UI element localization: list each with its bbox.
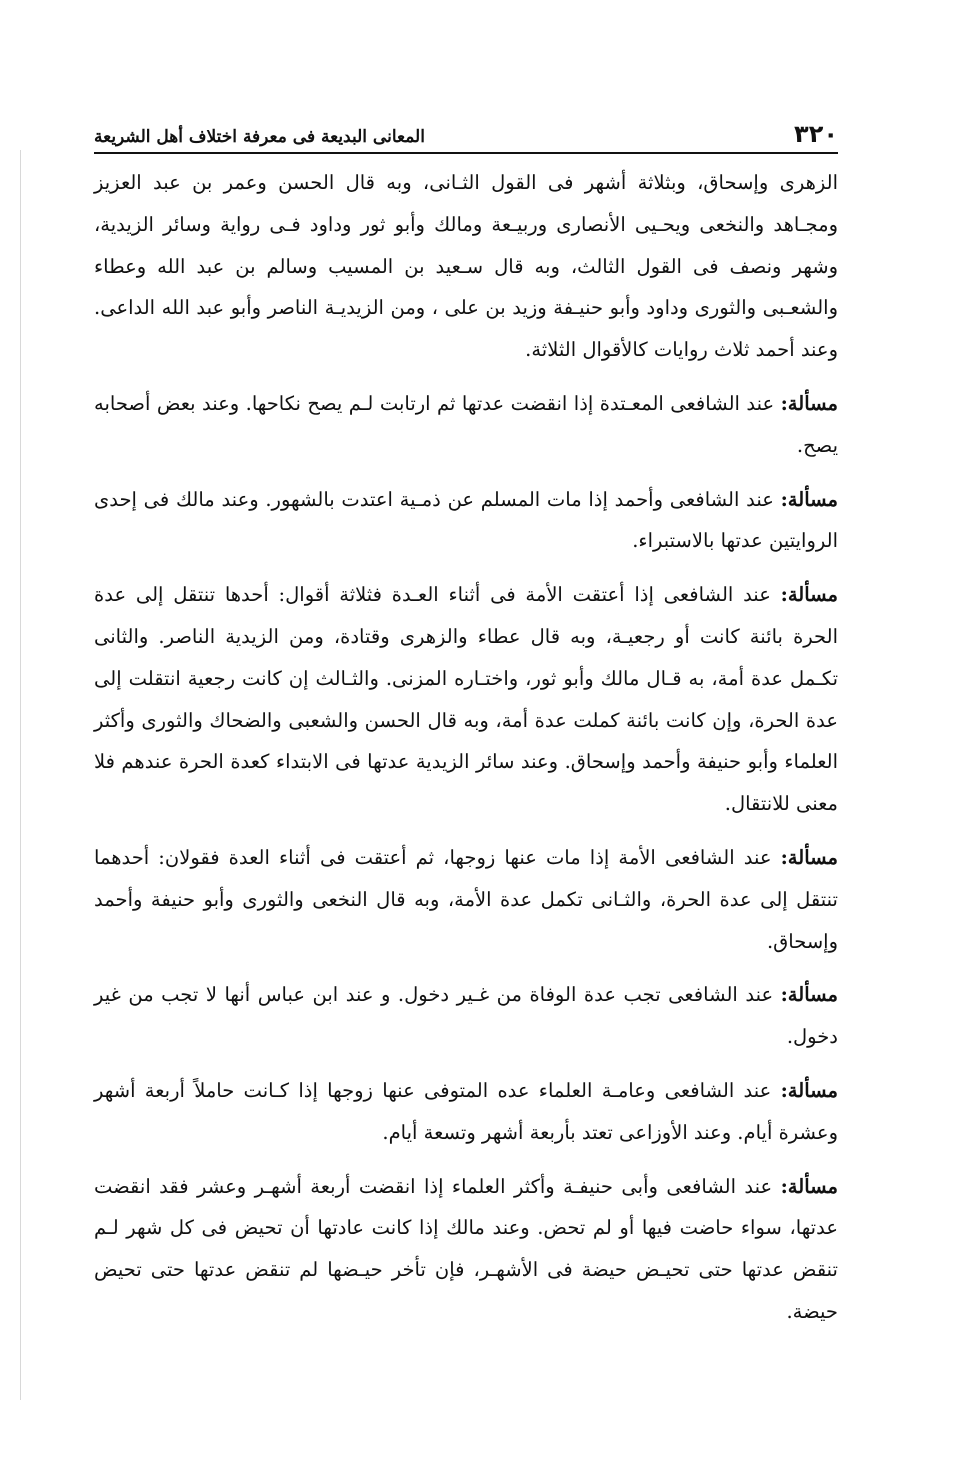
- paragraph-text: عند الشافعى تجب عدة الوفاة من غـير دخول. و عند ابن عباس أنها لا تجب من غير دخول.: [94, 983, 838, 1049]
- paragraph-text: عند الشافعى وأحمد إذا مات المسلم عن ذمـية اعتدت بالشهور. وعند مالك فى إحدى الروايتين عدتها بالاستبراء.: [94, 487, 838, 553]
- masala-paragraph: [94, 574, 838, 825]
- paragraph-text: عند الشافعى الأمة إذا مات عنها زوجها، ثم أعتقت فى أثناء العدة فقولان: أحدهما تنتقل إلى عدة الحرة، والثـانى تكمل عدة الأمة، وبه قال النخعى والثورى وأبو حنيفة وأحمد وإسحاق.: [94, 845, 838, 953]
- paragraph-text: عند الشافعى وعامـة العلماء عده المتوفى عنها زوجها إذا كـانت حاملاً أربعة أشهر وعشرة أيام. وعند الأوزاعى تعتد بأربعة أشهر وتسعة أيام.: [94, 1078, 838, 1144]
- paragraph-text: الزهرى وإسحاق، وبثلاثة أشهر فى القول الثـانى، وبه قال الحسن وعمر بن عبد العزيز ومجـاهد والنخعى ويحـيى الأنصارى وربيـعة ومالك وأبو ثور وداود فـى رواية وسائر الزيدية، وشهر ونصف فى القول الثالث، وبه قال سـعيد بن المسيب وسالم بن عبد الله وعطاء والشعـبى والثورى وداود وأبو حنيـفة وزيد بن على ، ومن الزيديـة الناصر وأبو عبد الله الداعى. وعند أحمد ثلاث روايات كالأقوال الثلاثة.: [94, 171, 838, 362]
- masala-label: مسألة:: [780, 845, 838, 869]
- masala-label: مسألة:: [780, 487, 838, 511]
- page-body: [94, 162, 838, 1345]
- masala-paragraph: [94, 837, 838, 962]
- paragraph-continuation: [94, 162, 838, 371]
- paragraph-text: عند الشافعى وأبى حنيفـة وأكثر العلماء إذا انقضت أربعة أشهـر وعشر فقد انقضت عدتها، سواء حاضت فيها أو لم تحض. وعند مالك إذا كانت عادتها أن تحيض فى كل شهر لـم تنقض عدتها حتى تحيـض حيضة فى الأشهـر، فإن تأخر حيـضها لم تنقض عدتها حتى تحيض حيضة.: [94, 1174, 838, 1323]
- masala-label: مسألة:: [780, 1174, 838, 1198]
- masala-paragraph: [94, 1166, 838, 1333]
- running-title: المعانى البديعة فى معرفة اختلاف أهل الشريعة: [94, 127, 425, 147]
- page-header: [94, 112, 838, 154]
- paragraph-text: عند الشافعى إذا أعتقت الأمة فى أثناء العـدة فثلاثة أقوال: أحدها تنتقل إلى عدة الحرة بائنة كانت أو رجعيـة، وبه قال عطاء والزهرى وقتادة، ومن الزيدية الناصر. والثانى تكـمل عدة أمة، به قـال مالك وأبو ثور، واختـاره المزنى. والثـالث إن كانت رجعية انتقلت إلى عدة الحرة، وإن كانت بائنة كملت عدة أمة، وبه قال الحسن والشعبى والضحاك والثورى وأكثر العلماء وأبو حنيفة وأحمد وإسحاق. وعند سائر الزيدية عدتها فى الابتداء كعدة الحرة عندهم فلا معنى للانتقال.: [94, 583, 838, 816]
- page-number: ٣٢٠: [794, 120, 838, 148]
- masala-paragraph: [94, 383, 838, 467]
- paragraph-text: عند الشافعى المعـتدة إذا انقضت عدتها ثم ارتابت لـم يصح نكاحها. وعند بعض أصحابه يصح.: [94, 391, 838, 457]
- masala-label: مسألة:: [780, 583, 839, 607]
- masala-label: مسألة:: [780, 391, 838, 415]
- scan-gutter-line: [20, 150, 21, 1400]
- masala-paragraph: [94, 479, 838, 563]
- masala-label: مسألة:: [780, 1078, 838, 1102]
- masala-paragraph: [94, 974, 838, 1058]
- masala-label: مسألة:: [780, 983, 838, 1007]
- masala-paragraph: [94, 1070, 838, 1154]
